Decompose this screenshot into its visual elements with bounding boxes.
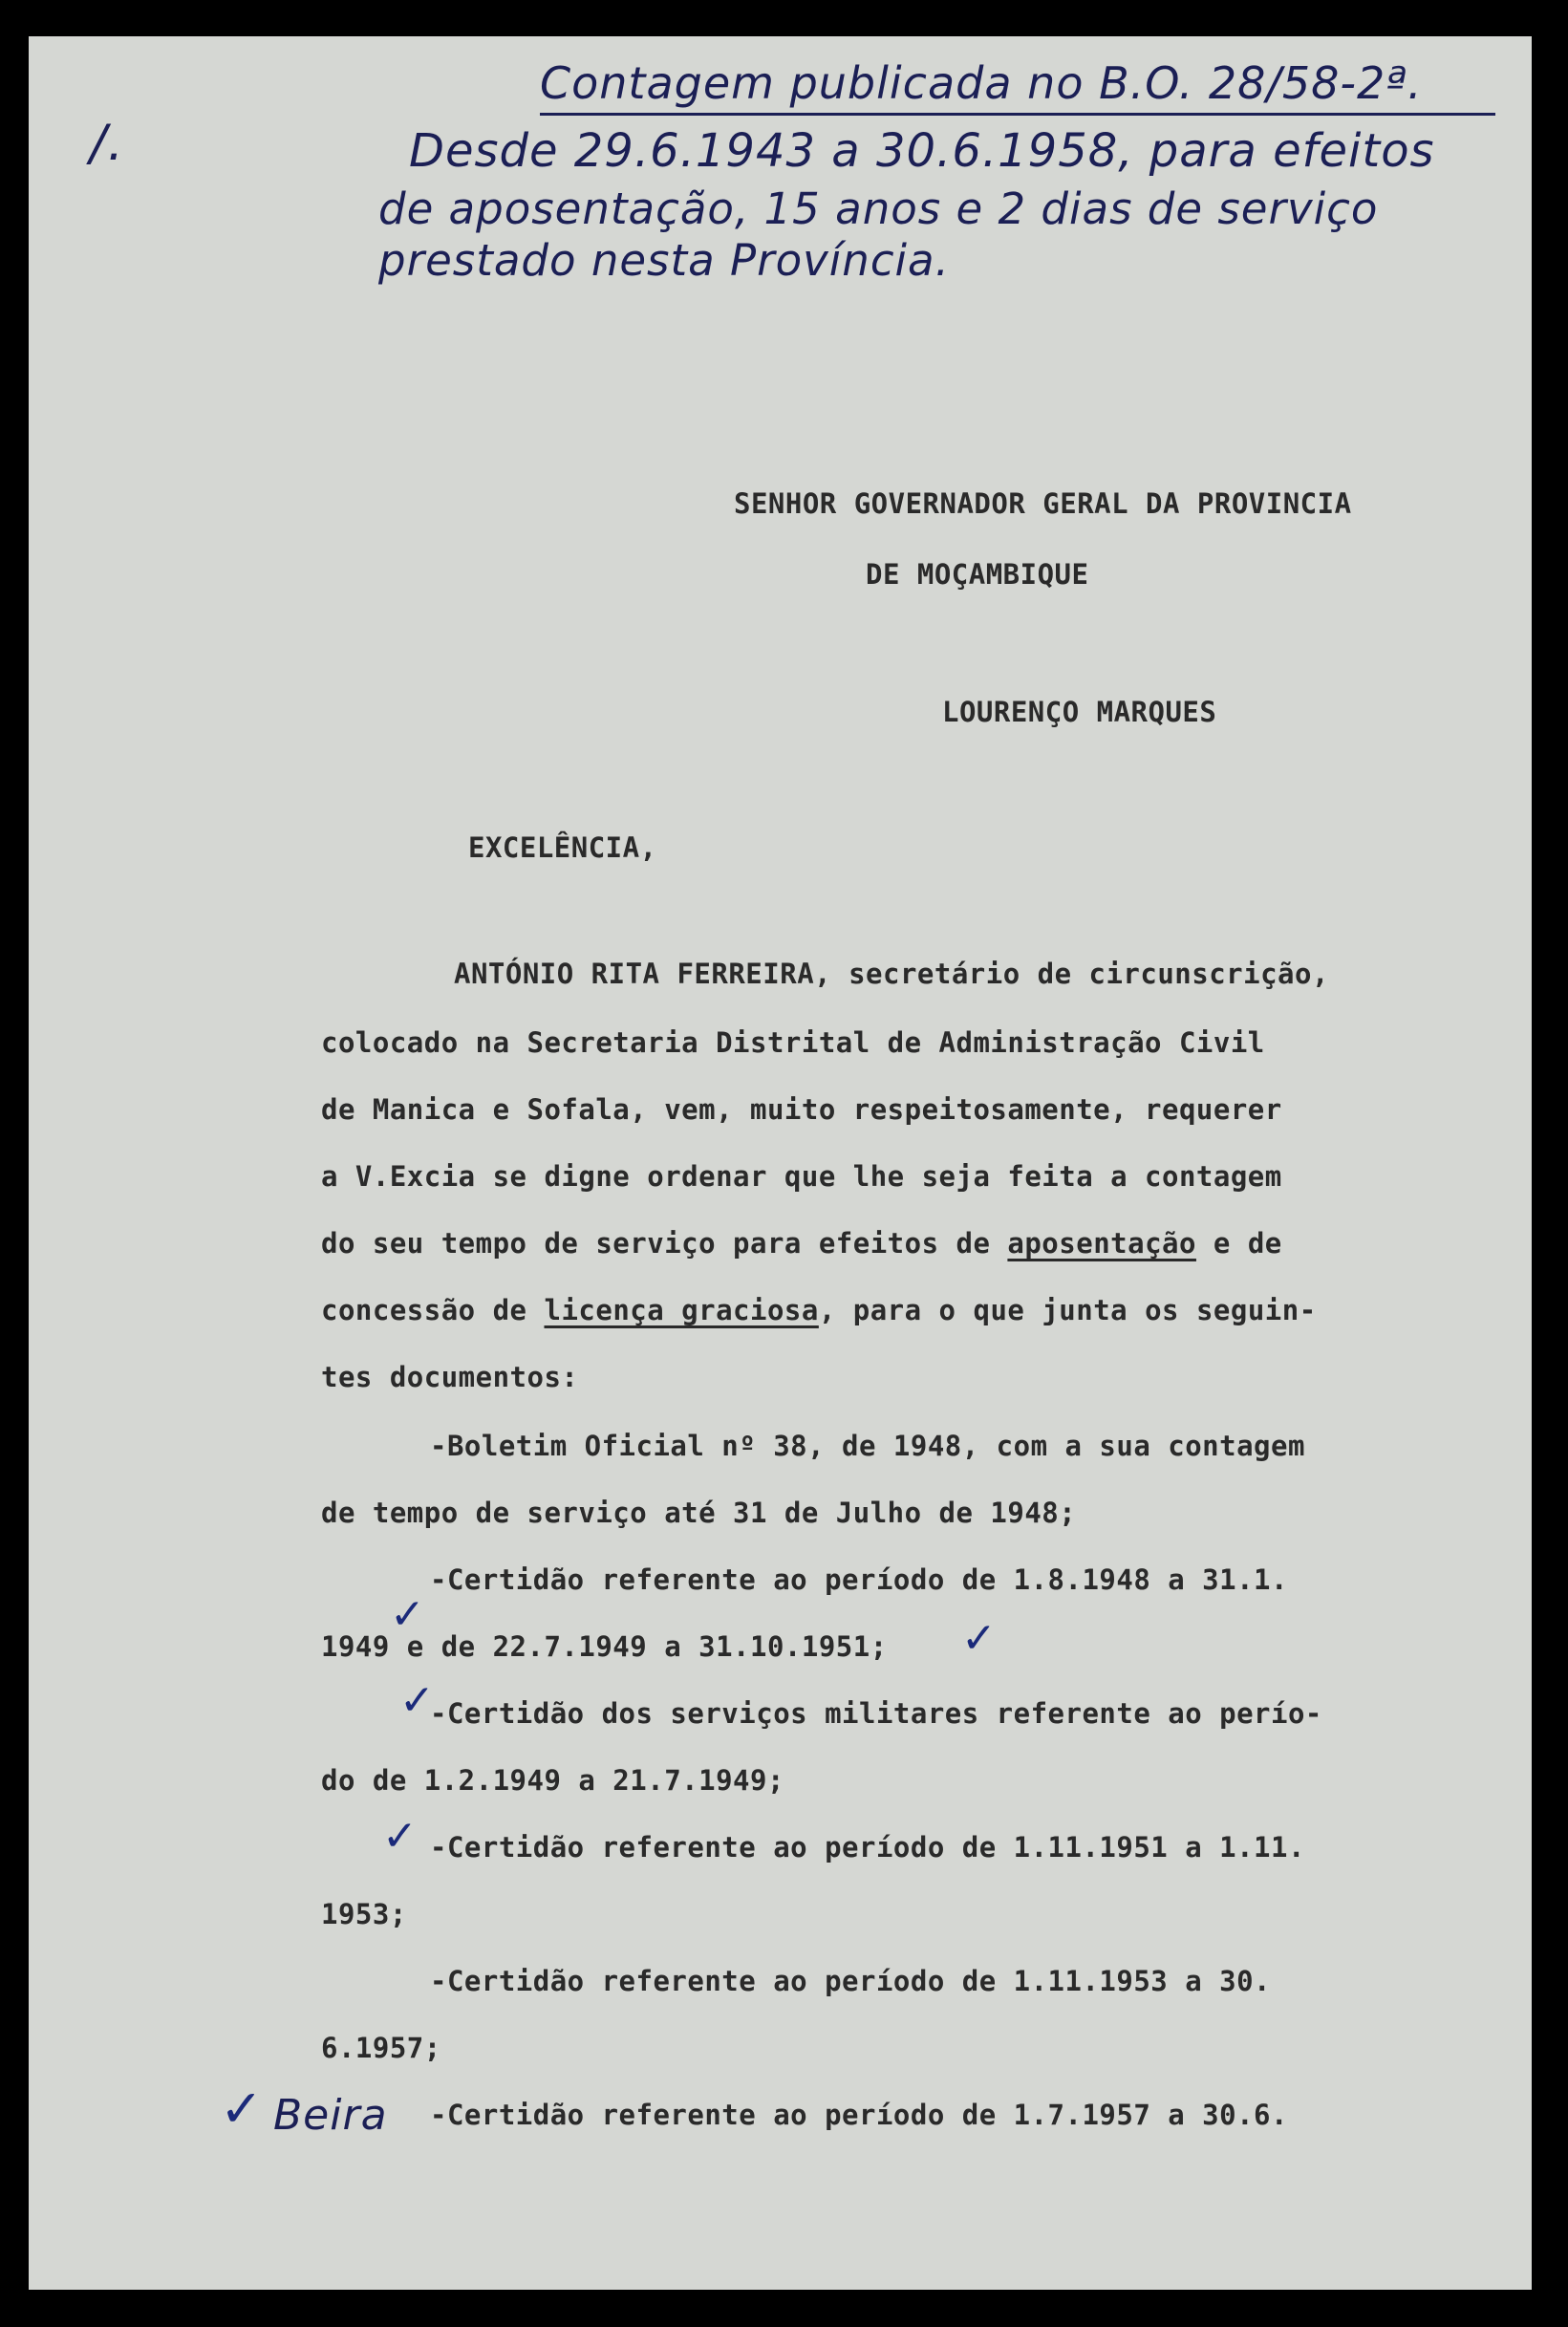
addressee-line-2: DE MOÇAMBIQUE	[866, 558, 1089, 591]
underlined-licenca-graciosa: licença graciosa	[544, 1294, 819, 1326]
check-mark: ✓	[382, 1812, 418, 1861]
salutation: EXCELÊNCIA,	[468, 831, 657, 864]
document-5-line-2: 6.1957;	[321, 2032, 441, 2064]
check-mark: ✓	[220, 2079, 264, 2139]
handwritten-note-line-3: prestado nesta Província.	[378, 235, 950, 286]
handwritten-note-line-1: Desde 29.6.1943 a 30.6.1958, para efeitos	[409, 124, 1435, 178]
underlined-aposentacao: aposentação	[1007, 1227, 1196, 1260]
document-3-line-2: do de 1.2.1949 a 21.7.1949;	[321, 1764, 784, 1797]
check-mark: ✓	[399, 1676, 435, 1725]
body-line-7: tes documentos:	[321, 1361, 579, 1393]
handwritten-publication-note: Contagem publicada no B.O. 28/58-2ª.	[540, 57, 1423, 109]
document-2-line-1: -Certidão referente ao período de 1.8.1948 a 31.1.	[430, 1563, 1288, 1596]
check-mark: ✓	[961, 1614, 997, 1663]
body-line-3: de Manica e Sofala, vem, muito respeitosamente, requerer	[321, 1093, 1282, 1126]
handwritten-beira: Beira	[273, 2091, 388, 2140]
document-4-line-1: -Certidão referente ao período de 1.11.1951 a 1.11.	[430, 1831, 1305, 1864]
document-3-line-1: -Certidão dos serviços militares referente ao perío-	[430, 1697, 1322, 1730]
body-line-1: ANTÓNIO RITA FERREIRA, secretário de circunscrição,	[454, 958, 1329, 990]
body-line-6: concessão de licença graciosa, para o que junta os seguin-	[321, 1294, 1317, 1326]
handwritten-underline	[540, 113, 1495, 116]
body-line-2: colocado na Secretaria Distrital de Administração Civil	[321, 1026, 1265, 1059]
document-1-line-2: de tempo de serviço até 31 de Julho de 1948;	[321, 1497, 1077, 1529]
document-2-line-2: 1949 e de 22.7.1949 a 31.10.1951;	[321, 1630, 888, 1663]
addressee-city: LOURENÇO MARQUES	[942, 696, 1217, 728]
addressee-line-1: SENHOR GOVERNADOR GERAL DA PROVINCIA	[734, 487, 1352, 520]
check-mark: ✓	[390, 1590, 425, 1639]
document-5-line-1: -Certidão referente ao período de 1.11.1953 a 30.	[430, 1965, 1272, 1997]
document-page	[29, 36, 1532, 2290]
applicant-name: ANTÓNIO RITA FERREIRA	[454, 958, 815, 990]
handwritten-note-line-2: de aposentação, 15 anos e 2 dias de serviço	[378, 183, 1379, 234]
document-4-line-2: 1953;	[321, 1898, 407, 1930]
document-6-line-1: -Certidão referente ao período de 1.7.1957 a 30.6.	[430, 2099, 1288, 2131]
document-1-line-1: -Boletim Oficial nº 38, de 1948, com a sua contagem	[430, 1430, 1305, 1462]
handwritten-corner-mark: /.	[90, 115, 125, 172]
body-line-4: a V.Excia se digne ordenar que lhe seja feita a contagem	[321, 1160, 1282, 1193]
body-line-5: do seu tempo de serviço para efeitos de aposentação e de	[321, 1227, 1282, 1260]
